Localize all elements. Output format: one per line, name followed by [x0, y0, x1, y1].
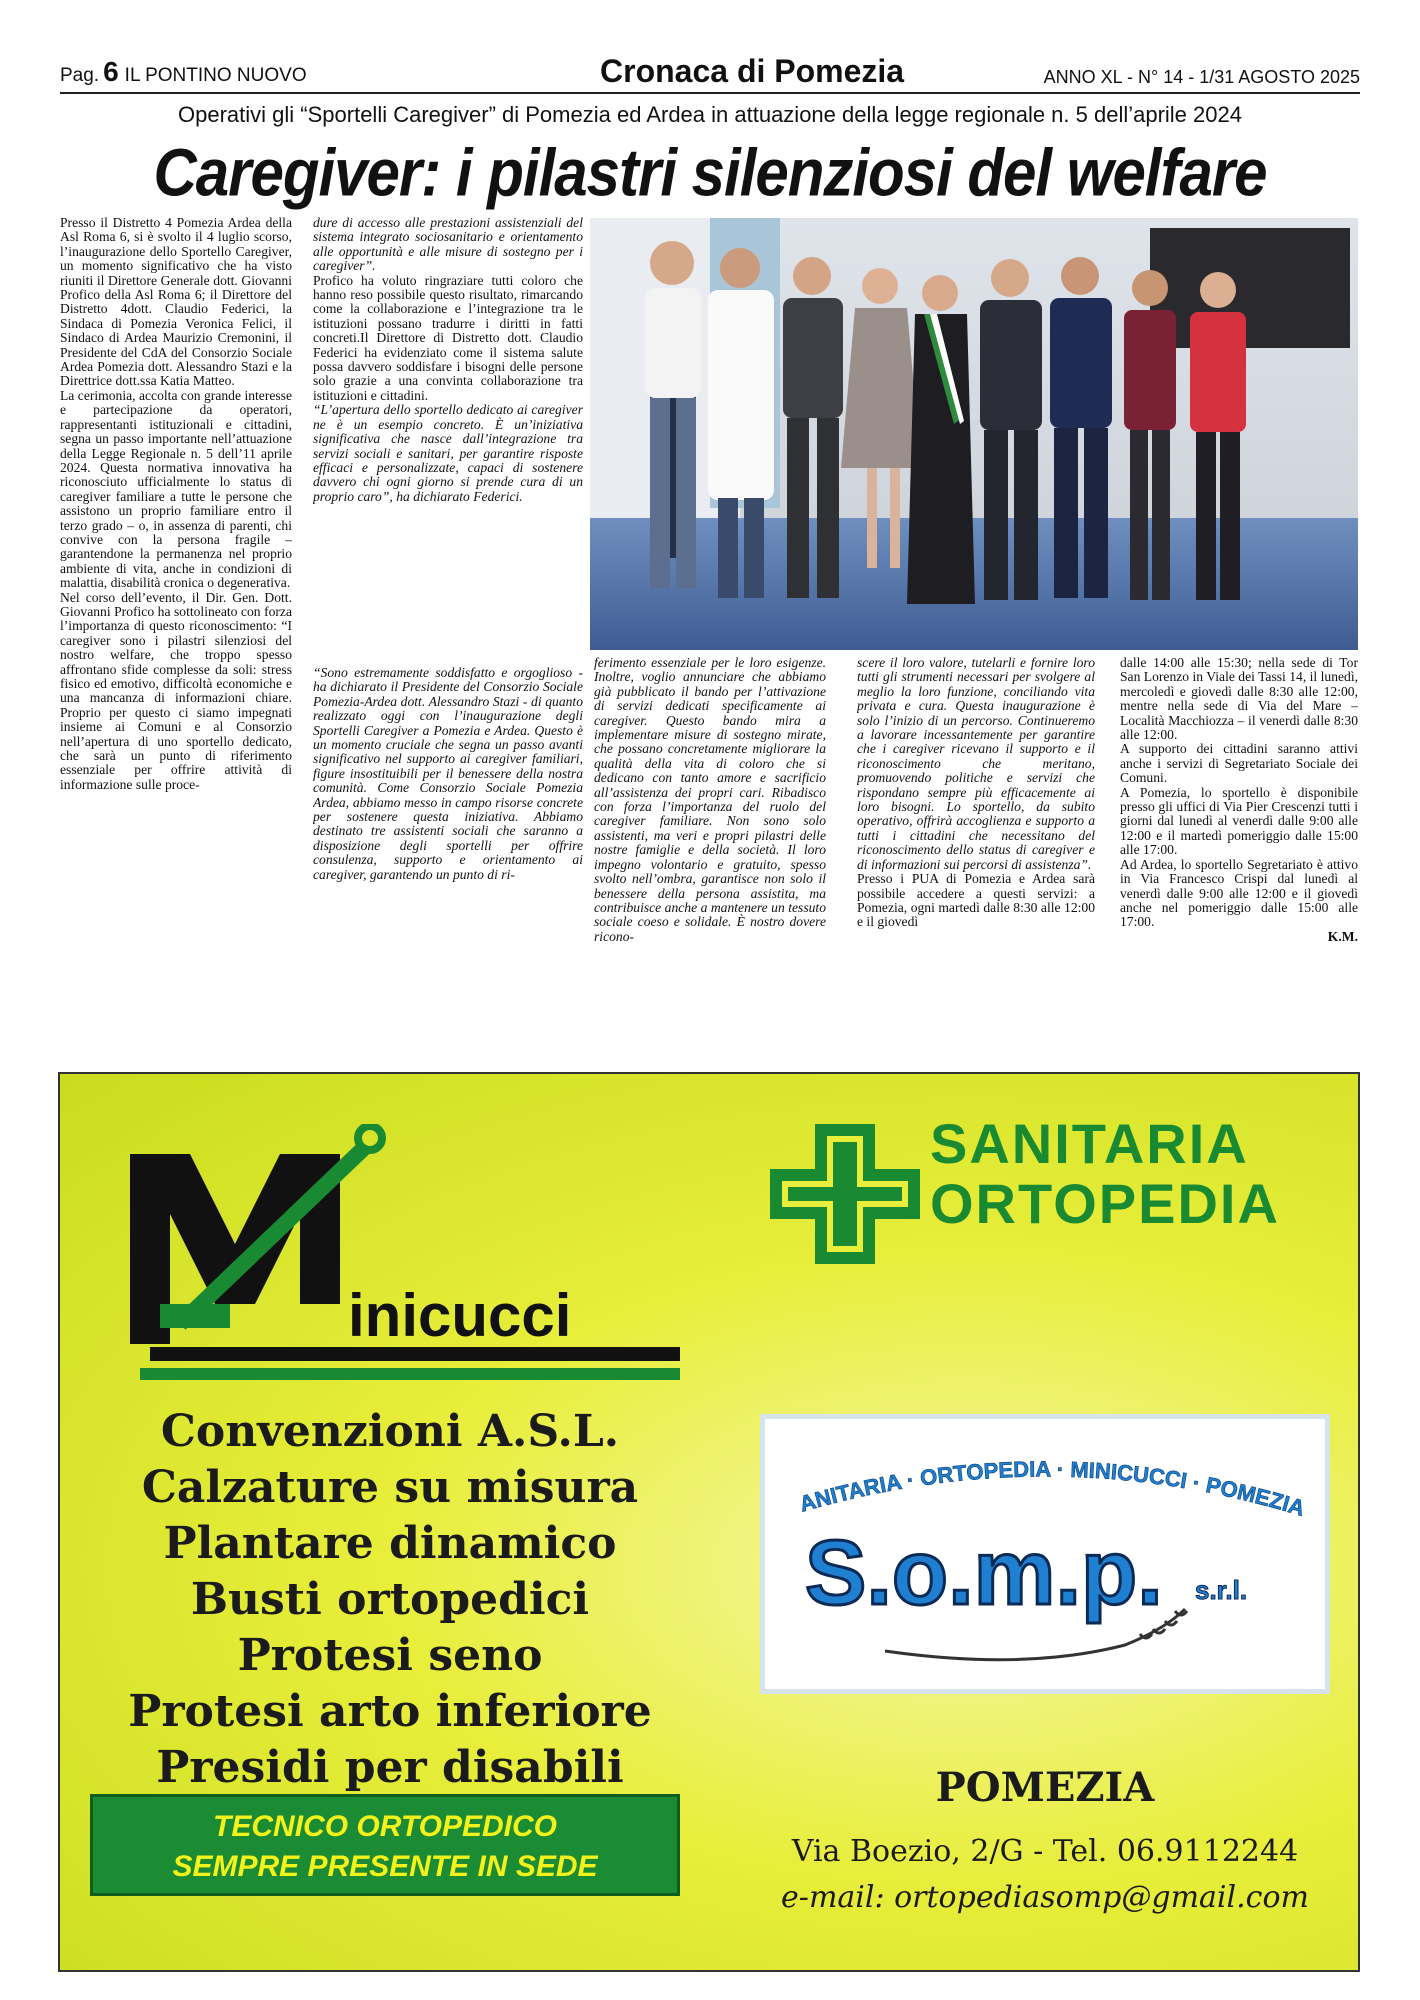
somp-name: S.o.m.p. [805, 1522, 1163, 1624]
article-column-4 [857, 656, 1095, 1052]
paragraph: “L’apertura dello sportello dedicato ai caregiver ne è un esempio concreto. È un’iniziativa significativa che nasce dall’integrazione tra servizi sociali e sanitari, per garantire risposte efficaci e personalizzate, capaci di sostenere davvero chi ogni giorno si prende cura di un proprio caro”, ha dichiarato Federici. [313, 402, 583, 504]
paragraph: Ad Ardea, lo sportello Segretariato è attivo in Via Francesco Crispi dal lunedì al venerdì dalle 9:00 alle 12:00 e il giovedì anche nel pomeriggio dalle 15:00 alle 17:00. [1120, 856, 1358, 930]
service-item: Protesi seno [237, 1630, 543, 1681]
article-column-5 [1120, 656, 1358, 1052]
ad-title-line2: ORTOPEDIA [930, 1172, 1280, 1235]
technician-banner [90, 1794, 680, 1896]
svg-text:SANITARIA · ORTOPEDIA · MINICU [765, 1419, 1308, 1521]
page-label: Pag. [60, 65, 100, 86]
somp-arc-text: ANITARIA · ORTOPEDIA · MINICUCCI · POMEZIA [796, 1456, 1308, 1521]
somp-logo [765, 1419, 1325, 1689]
paragraph: Presso il Distretto 4 Pomezia Ardea della Asl Roma 6, si è svolto il 4 luglio scorso, l’inaugurazione dello Sportello Caregiver, un momento significativo che ha visto riuniti il Direttore Generale dott. Giovanni Profico della Asl Roma 6; il Direttore del Distretto 4dott. Claudio Federici, la Sindaca di Pomezia Veronica Felici, il Sindaco di Ardea Maurizio Cremonini, il Presidente del CdA del Consorzio Sociale Ardea Pomezia dott. Alessandro Stazi e la Direttrice dott.ssa Katia Matteo. [60, 216, 292, 389]
section-title: Cronaca di Pomezia [600, 53, 905, 89]
article-column-2-lower [313, 666, 583, 1052]
paragraph: Presso i PUA di Pomezia e Ardea sarà possibile accedere a questi servizi: a Pomezia, ogni martedì dalle 8:30 alle 12:00 e il giovedì [857, 871, 1095, 930]
author-signature: K.M. [1327, 928, 1358, 944]
paragraph: La cerimonia, accolta con grande interesse e partecipazione da operatori, rappresentanti istituzionali e cittadini, segna un passo importante nell’attuazione della Legge Regionale n. 5 dell’11 aprile 2024. Questa normativa innovativa ha riconosciuto ufficialmente lo status di caregiver familiare a tutte le persone che assistono un proprio familiare entro il terzo grado – o, in assenza di parenti, chi convive con la persona fragile – garantendone la permanenza nel proprio ambiente di vita, anche in condizioni di malattia, disabilità cronica o degenerativa. [60, 387, 292, 591]
banner-line2: SEMPRE PRESENTE IN SEDE [172, 1850, 598, 1883]
service-item: Busti ortopedici [190, 1574, 590, 1625]
logo-brand-text: inicucci [348, 1282, 572, 1349]
service-item: Calzature su misura [141, 1462, 639, 1513]
paragraph: dalle 14:00 alle 15:30; nella sede di Tor San Lorenzo in Viale dei Tassi 14, il lunedì, mercoledì e giovedì dalle 8:30 alle 12:00, mentre nella sede di Via del Mare – Località Macchiozza – il venerdì dalle 8:30 alle 12:00. [1120, 656, 1358, 743]
page-number: 6 [103, 56, 119, 87]
paragraph: Profico ha voluto ringraziare tutti coloro che hanno reso possibile questo risultato, rimarcando come la collaborazione e l’integrazione tra le istituzioni possano tradurre i diritti in fatti concreti.Il Direttore di Distretto dott. Claudio Federici ha evidenziato come il sistema salute possa davvero soddisfare i bisogni delle persone solo grazie a una convinta collaborazione tra istituzioni e cittadini. [313, 272, 583, 403]
ad-title-line1: SANITARIA [930, 1112, 1249, 1175]
somp-logo-box [760, 1414, 1330, 1694]
newspaper-name: IL PONTINO NUOVO [124, 65, 307, 86]
service-item: Presidi per disabili [156, 1742, 624, 1793]
paragraph: scere il loro valore, tutelarli e fornire loro tutti gli strumenti necessari per svolgere al meglio la loro funzione, conciliando vita privata e cura. Questa inaugurazione è solo l’inizio di un percorso. Continueremo a lavorare incessantemente per garantire che i caregiver ricevano il supporto e il riconoscimento che meritano, promuovendo politiche e servizi che rispondano sempre più efficacemente ai loro bisogni. Lo sportello, da subito operativo, offrirà accoglienza e supporto a tutti i cittadini che necessitano del riconoscimento dello status di caregiver e di informazioni sui percorsi di assistenza”. [857, 656, 1095, 872]
ad-city: POMEZIA [935, 1764, 1155, 1811]
minicucci-logo [120, 1124, 680, 1384]
somp-suffix: s.r.l. [1195, 1575, 1248, 1605]
paragraph: ferimento essenziale per le loro esigenze. Inoltre, voglio annunciare che abbiamo già pubblicato il bando per l’attivazione di servizi dedicati specificamente ai caregiver. Questo bando mira a implementare misure di sostegno mirate, che possano concretamente migliorare la qualità della vita di coloro che si dedicano con tanto amore e sacrificio all’assistenza dei propri cari. Ribadisco con forza l’importanza del ruolo del caregiver familiare. Non sono solo assistenti, ma veri e propri pilastri delle nostre famiglie e della società. Il loro impegno volontario e gratuito, spesso svolto nell’ombra, garantisce non solo il benessere della persona assistita, ma contribuisce anche a mantenere un tessuto sociale coeso e solidale. È nostro dovere ricono- [594, 656, 826, 944]
ad-address: Via Boezio, 2/G - Tel. 06.9112244 [791, 1834, 1299, 1869]
event-photo [590, 218, 1358, 650]
service-item: Protesi arto inferiore [128, 1686, 652, 1737]
ad-email: e-mail: ortopediasomp@gmail.com [781, 1880, 1309, 1915]
paragraph: Nel corso dell’evento, il Dir. Gen. Dott. Giovanni Profico ha sottolineato con forza l’importanza di questo riconoscimento: “I caregiver sono i pilastri silenziosi del nostro welfare, che troppo spesso affrontano sfide complesse da soli: stress fisico ed emotivo, difficoltà economiche e una mancanza di informazioni chiare. Proprio per questo ci siamo impegnati insieme ai Comuni e al Consorzio nell’apertura di uno sportello dedicato, che sarà un punto di riferimento essenziale per offrire attività di informazione sulle proce- [60, 589, 292, 792]
service-item: Convenzioni A.S.L. [160, 1406, 620, 1457]
article-column-3 [594, 656, 826, 1052]
pharmacy-cross-icon [760, 1114, 930, 1274]
article-column-2 [313, 216, 583, 660]
ad-title [930, 1114, 1280, 1234]
advertisement [58, 1072, 1360, 1972]
services-list [80, 1404, 700, 1796]
banner-line1: TECNICO ORTOPEDICO [213, 1810, 557, 1843]
paragraph: “Sono estremamente soddisfatto e orgoglioso - ha dichiarato il Presidente del Consorzio Sociale Pomezia-Ardea dott. Alessandro Stazi - di quanto realizzato oggi con l’inaugurazione degli Sportelli Caregiver a Pomezia e Ardea. Questo è un momento cruciale che segna un passo avanti significativo nel supporto ai caregiver familiari, figure insostituibili per il benessere della nostra comunità. Come Consorzio Sociale Pomezia Ardea, abbiamo messo in campo risorse concrete per sostenere questa iniziativa. Abbiamo destinato tre assistenti sociali che saranno a disposizione degli sportelli per offrire consulenza, supporto e orientamento ai caregiver, garantendo un punto di ri- [313, 666, 583, 882]
article-headline: Caregiver: i pilastri silenziosi del welfare [153, 135, 1267, 211]
page-info [60, 56, 307, 88]
article-column-1 [60, 216, 292, 1052]
article-subtitle: Operativi gli “Sportelli Caregiver” di Pomezia ed Ardea in attuazione della legge regionale n. 5 dell’aprile 2024 [178, 102, 1242, 127]
paragraph: dure di accesso alle prestazioni assistenziali del sistema integrato sociosanitario e orientamento alle opportunità e alle misure di sostegno per i caregiver”. [313, 216, 583, 274]
paragraph: A Pomezia, lo sportello è disponibile presso gli uffici di Via Pier Crescenzi tutti i giorni dal lunedì al venerdì dalle 9:00 alle 12:00 e il martedì pomeriggio dalle 15:00 alle 17:00. [1120, 784, 1358, 858]
issue-info: ANNO XL - N° 14 - 1/31 AGOSTO 2025 [1043, 67, 1360, 87]
service-item: Plantare dinamico [163, 1518, 617, 1569]
paragraph: A supporto dei cittadini saranno attivi anche i servizi di Segretariato Sociale dei Comuni. [1120, 741, 1358, 786]
page-header [60, 53, 1360, 94]
